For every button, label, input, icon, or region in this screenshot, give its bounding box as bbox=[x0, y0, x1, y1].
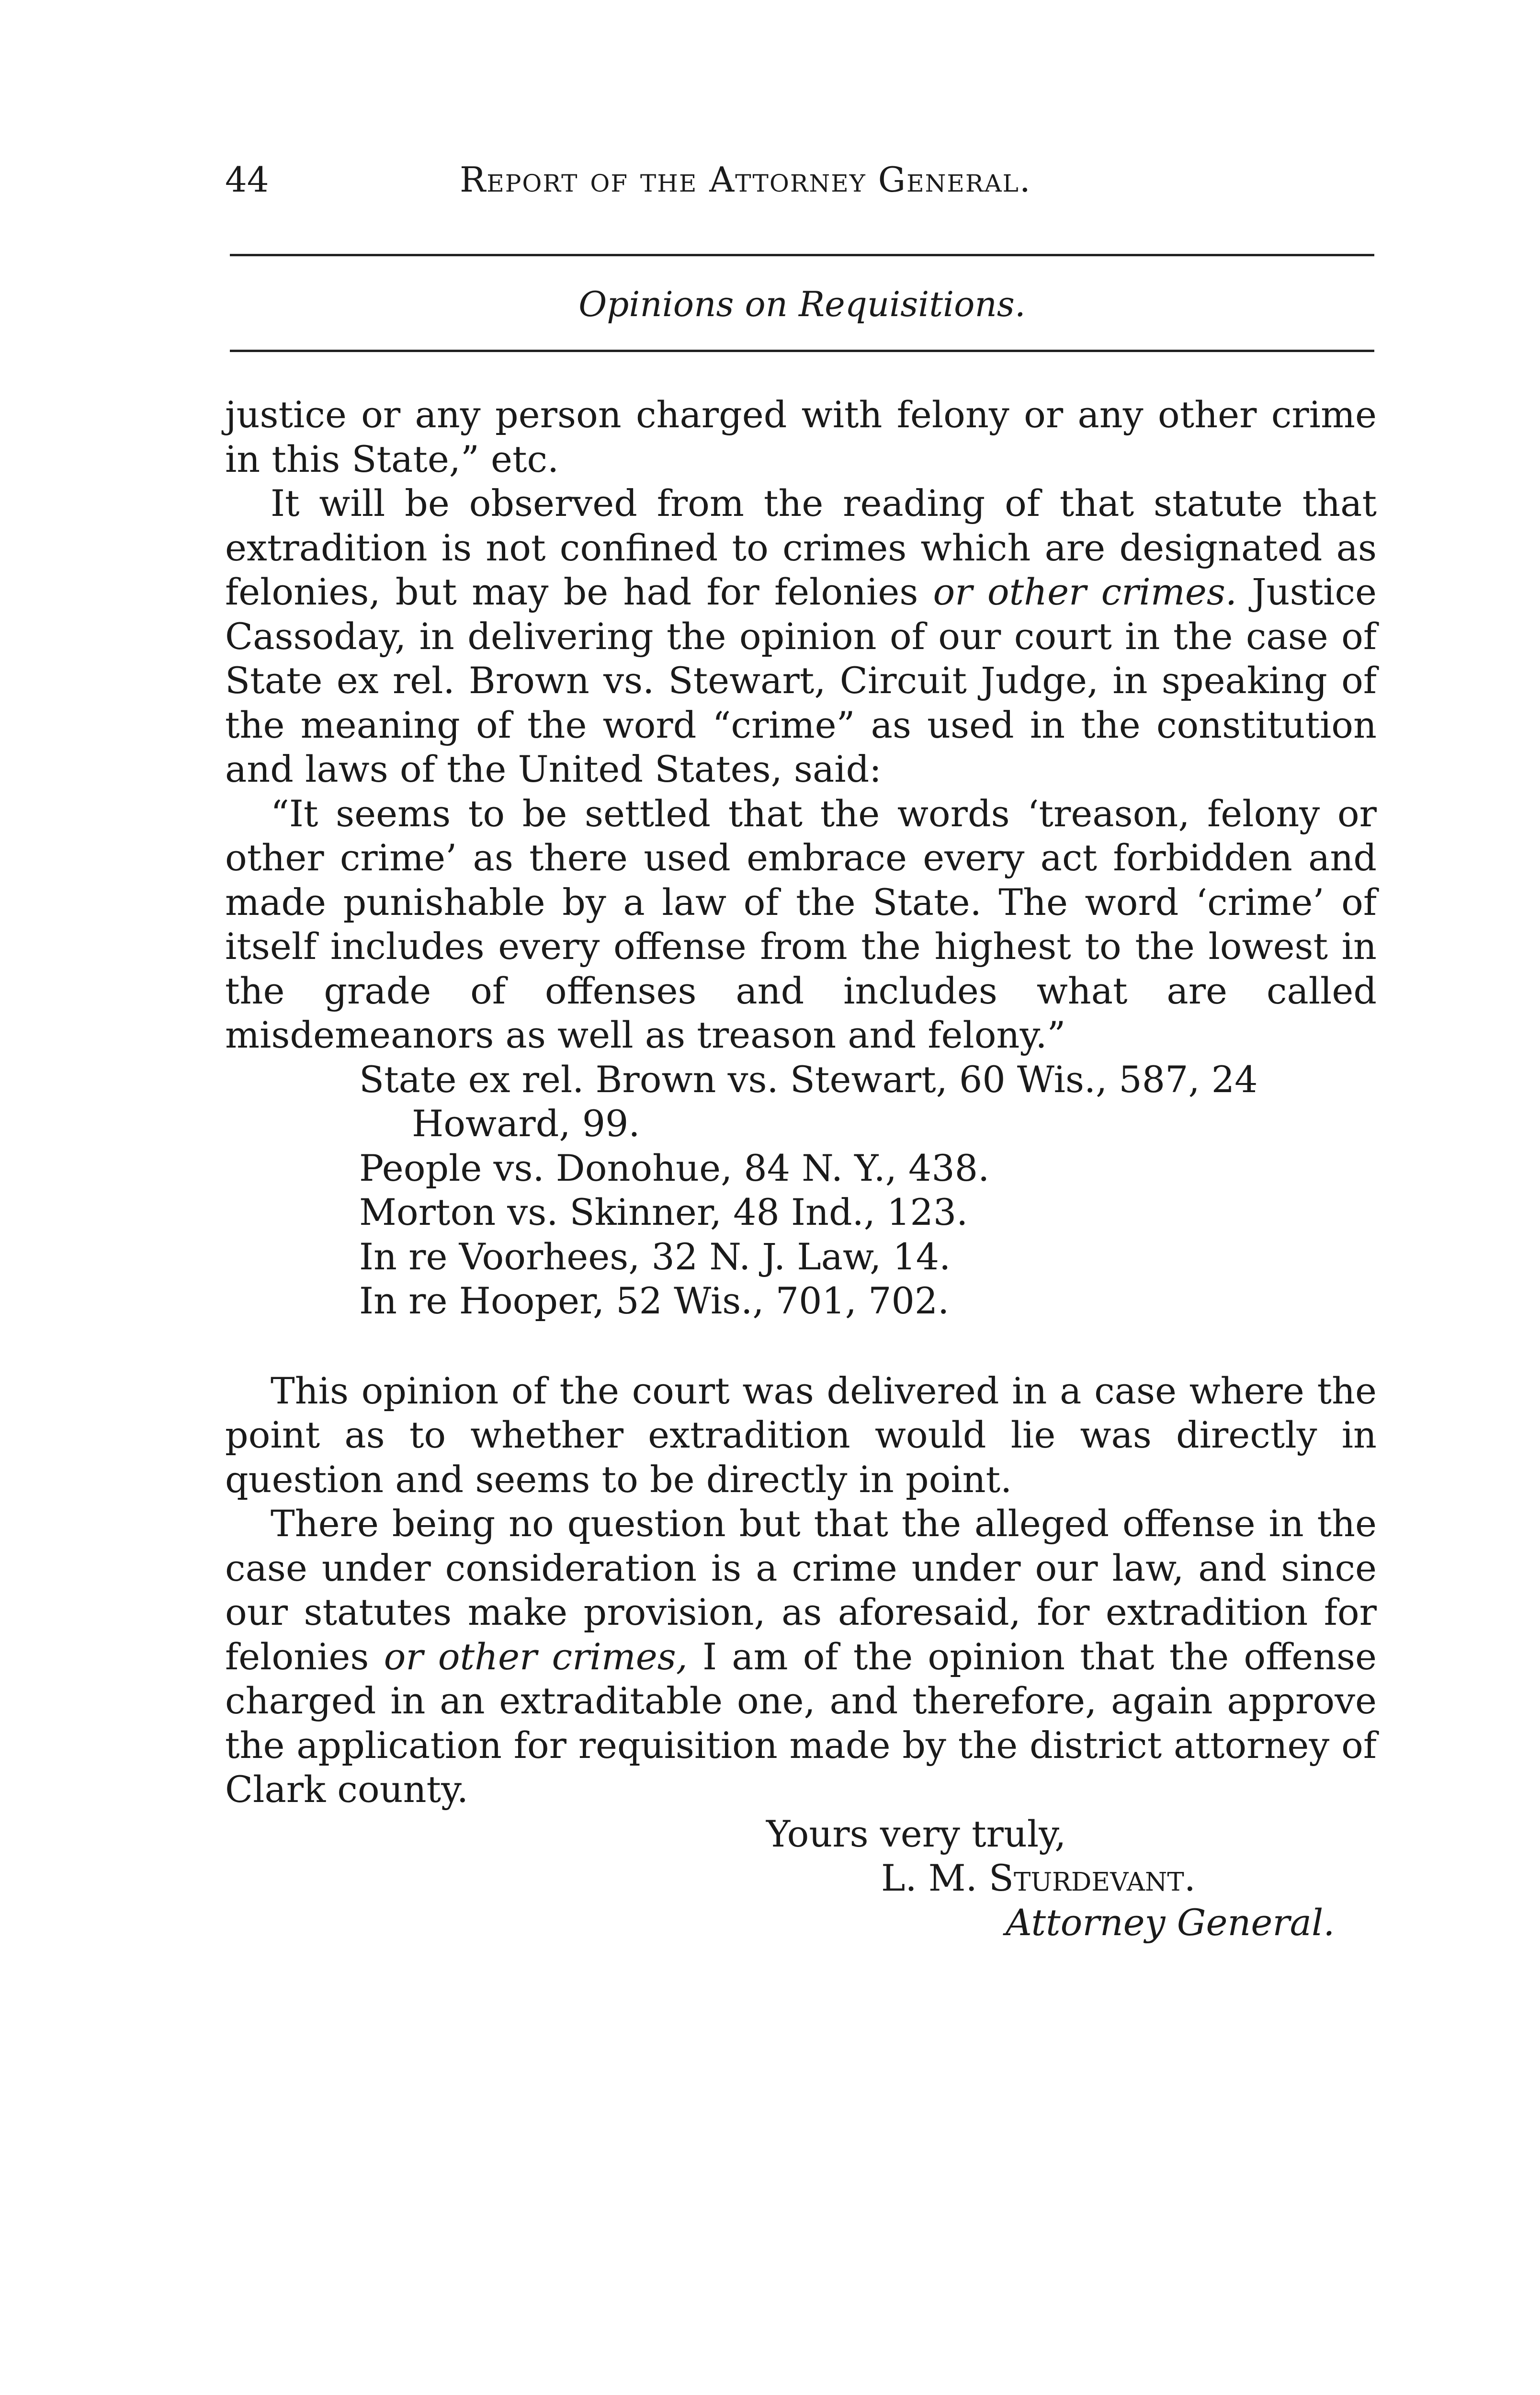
paragraph-conclusion-start: There being no question but that the alleged offense in the case under consideration is a crime under our law, and since our statutes make provision, as aforesaid, for extradition for felonies bbox=[225, 1502, 1377, 1678]
citation-list bbox=[225, 1058, 1377, 1323]
citation-item: In re Hooper, 52 Wis., 701, 702. bbox=[359, 1279, 950, 1322]
court-quote: “It seems to be settled that the words ‘treason, felony or other crime’ as there used embrace every act forbidden and made punishable by a law of the State. The word ‘crime’ of itself includes every offense from the highest to the lowest in the grade of offenses and includes what are called misdemeanors as well as treason and felony.” bbox=[225, 792, 1377, 1056]
citation-item: State ex rel. Brown vs. Stewart, 60 Wis., 587, 24 Howard, 99. bbox=[359, 1058, 1258, 1145]
paragraph-continuation: justice or any person charged with felony or any other crime in this State,” etc. bbox=[225, 393, 1377, 480]
paragraph-conclusion-end: I am of the opinion that the offense charged in an extraditable one, and therefore, again approve the application for requisition made by the district attorney of Clark county. bbox=[225, 1635, 1377, 1811]
signer-title: Attorney General. bbox=[1006, 1901, 1335, 1944]
paragraph-extradition-start: It will be observed from the reading of that statute that extradition is not confined to crimes which are designated as felonies, but may be had for felonies bbox=[225, 482, 1377, 613]
citation-item: In re Voorhees, 32 N. J. Law, 14. bbox=[359, 1235, 951, 1278]
citation-item: People vs. Donohue, 84 N. Y., 438. bbox=[359, 1146, 990, 1189]
spacer bbox=[225, 1323, 1377, 1369]
paragraph-extradition-emphasis: or other crimes. bbox=[933, 570, 1237, 613]
header-rule-top bbox=[230, 254, 1374, 256]
closing-salutation: Yours very truly, bbox=[766, 1812, 1066, 1855]
header-rule-bottom bbox=[230, 350, 1374, 352]
signer-name: L. M. Sturdevant. bbox=[881, 1857, 1196, 1899]
page-number: 44 bbox=[225, 160, 269, 200]
running-head: Report of the Attorney General. bbox=[460, 160, 1031, 200]
paragraph-conclusion-emphasis: or other crimes, bbox=[384, 1635, 688, 1678]
paragraph-court-opinion: This opinion of the court was delivered in a case where the point as to whether extradition would lie was directly in question and seems to be directly in point. bbox=[225, 1369, 1377, 1501]
paragraph-extradition bbox=[225, 481, 1377, 792]
section-title: Opinions on Requisitions. bbox=[578, 284, 1026, 324]
citation-item: Morton vs. Skinner, 48 Ind., 123. bbox=[359, 1191, 968, 1233]
body-text bbox=[225, 393, 1377, 1945]
paragraph-extradition-end: Justice Cassoday, in delivering the opinion of our court in the case of State ex rel. Brown vs. Stewart, Circuit Judge, in speaking of the meaning of the word “crime” as used in the constitution and laws of the United States, said: bbox=[225, 570, 1377, 790]
paragraph-conclusion bbox=[225, 1502, 1377, 1812]
